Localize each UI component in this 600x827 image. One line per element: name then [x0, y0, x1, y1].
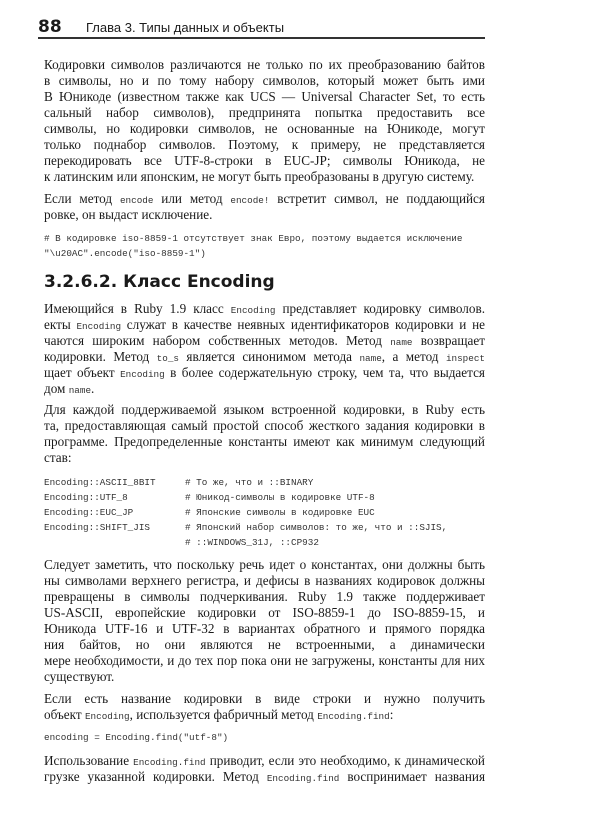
text-line: [44, 89, 485, 105]
constant-row: [44, 475, 485, 490]
text-segment: сальный набор символов), предпринята попытка предоставить все: [44, 105, 485, 120]
text-segment: Использование: [44, 753, 134, 768]
page-number: 88: [38, 17, 62, 37]
text-segment: существуют.: [44, 669, 115, 684]
code-line: "\u20AC".encode("iso-8859-1"): [44, 248, 206, 259]
inline-code: encode: [119, 195, 154, 206]
text-line: [44, 381, 485, 397]
text-line: [44, 434, 485, 450]
code-block-euro-example: [44, 231, 485, 261]
text-segment: Имеющийся в Ruby 1.9 класс: [44, 301, 231, 316]
text-line: [44, 169, 485, 185]
text-segment: грузке указанной кодировки. Метод: [44, 769, 267, 784]
text-segment: программе. Предопределенные константы имеют как минимум следующий: [44, 434, 485, 449]
text-line: [44, 317, 485, 333]
constant-row: [44, 535, 485, 550]
text-line: [44, 573, 485, 589]
text-segment: Кодировки символов различаются не только по их преобразованию байтов: [44, 57, 485, 72]
text-line: [44, 605, 485, 621]
constant-row: [44, 490, 485, 505]
text-line: [44, 418, 485, 434]
section-heading: 3.2.6.2. Класс Encoding: [44, 272, 275, 292]
text-segment: только поднабор символов. Поэтому, к примеру, не представляется: [44, 137, 485, 152]
text-line: [44, 653, 485, 669]
text-segment: ния байтов, но они являются не встроенными, а динамически: [44, 637, 485, 652]
text-segment: US-ASCII, европейские кодировки от ISO-8859-1 до ISO-8859-15, и: [44, 605, 485, 620]
text-line: [44, 191, 485, 207]
text-segment: приводит, если это необходимо, к динамической: [209, 753, 485, 768]
text-segment: кодировки. Метод: [44, 349, 157, 364]
constant-comment: # Японские символы в кодировке EUC: [185, 507, 375, 518]
inline-code: Encoding: [120, 369, 165, 380]
paragraph-encoding-find: [44, 691, 485, 723]
text-line: [44, 753, 485, 769]
inline-code: inspect: [445, 353, 485, 364]
text-line: [44, 450, 485, 466]
text-segment: став:: [44, 450, 72, 465]
text-line: [44, 557, 485, 573]
inline-code: Encoding.find: [266, 773, 340, 784]
text-line: [44, 301, 485, 317]
header-rule: [38, 37, 485, 39]
code-block-constants: [44, 475, 485, 550]
paragraph-constants-notes: [44, 557, 485, 685]
text-segment: объект: [44, 707, 85, 722]
inline-code: Encoding.find: [317, 711, 390, 722]
code-block-find-example: [44, 730, 485, 745]
text-line: [44, 105, 485, 121]
text-segment: в более содержательную строку, чем та, что выдается: [170, 365, 485, 380]
text-segment: чаются широким набором собственных методов. Метод: [44, 333, 391, 348]
text-segment: возвращает: [420, 333, 485, 348]
text-segment: ны символами верхнего регистра, и дефисы в названиях кодировок должны: [44, 573, 485, 588]
text-line: [44, 333, 485, 349]
constant-comment: # ::WINDOWS_31J, ::CP932: [185, 537, 319, 548]
paragraph-encodings-intro: [44, 57, 485, 185]
text-line: [44, 769, 485, 785]
constant-comment: # То же, что и ::BINARY: [185, 477, 314, 488]
text-segment: Если метод: [44, 191, 120, 206]
text-segment: превращены в символы подчеркивания. Ruby 1.9 также поддерживает: [44, 589, 485, 604]
constant-name: [44, 535, 185, 550]
text-segment: Если есть название кодировки в виде строки и нужно получить: [44, 691, 485, 706]
text-segment: Следует заметить, что поскольку речь идет о константах, они должны быть: [44, 557, 485, 572]
text-line: [44, 691, 485, 707]
text-segment: служат в качестве неявных идентификаторов кодировки и не: [126, 317, 485, 332]
text-line: [44, 365, 485, 381]
code-line: encoding = Encoding.find("utf-8"): [44, 732, 229, 743]
text-line: [44, 73, 485, 89]
text-line: [44, 207, 485, 223]
constant-name: Encoding::ASCII_8BIT: [44, 477, 156, 488]
inline-code: name: [390, 337, 413, 348]
text-segment: символы, но кодировки символов, не основанные на Юникоде, могут: [44, 121, 485, 136]
text-segment: представляет кодировку символов.: [282, 301, 485, 316]
constant-row: [44, 520, 485, 535]
text-segment: Для каждой поддерживаемой языком встроенной кодировки, в Ruby есть: [44, 402, 485, 417]
text-segment: встретит символ, не поддающийся: [277, 191, 485, 206]
inline-code: Encoding: [230, 305, 276, 316]
text-line: [44, 402, 485, 418]
text-segment: та, предоставляющая самый простой способ жесткого задания кодировки в: [44, 418, 485, 433]
text-segment: в символы, но и по тому набору символов, который может быть ими: [44, 73, 485, 88]
text-segment: щает объект: [44, 365, 121, 380]
text-line: [44, 637, 485, 653]
text-segment: , используется фабричный метод: [129, 707, 318, 722]
text-line: [44, 153, 485, 169]
running-header-chapter: Глава 3. Типы данных и объекты: [86, 20, 285, 35]
text-line: [44, 707, 485, 723]
constant-name: Encoding::SHIFT_JIS: [44, 522, 151, 533]
code-line: # В кодировке iso-8859-1 отсутствует знак Евро, поэтому выдается исключение: [44, 233, 463, 244]
text-segment: перекодировать все UTF-8-строки в EUC-JP; символы Юникода, не: [44, 153, 485, 168]
text-segment: мере необходимости, и до тех пор пока они не загружены, константы для них: [44, 653, 485, 668]
constant-comment: # Японский набор символов: то же, что и ::SJIS,: [185, 522, 448, 533]
text-segment: воспринимает названия: [347, 769, 485, 784]
text-segment: дом: [44, 381, 69, 396]
paragraph-constants-intro: [44, 402, 485, 466]
inline-code: name: [359, 353, 382, 364]
constant-name: Encoding::UTF_8: [44, 492, 128, 503]
text-segment: В Юникоде (известном также как UCS — Universal Character Set, то есть: [44, 89, 485, 104]
text-segment: екты: [44, 317, 77, 332]
inline-code: Encoding.find: [133, 757, 206, 768]
constant-row: [44, 505, 485, 520]
text-line: [44, 121, 485, 137]
text-line: [44, 57, 485, 73]
text-segment: Юникода UTF-16 и UTF-32 в вариантах обратного и прямого порядка: [44, 621, 485, 636]
paragraph-encode-exception: [44, 191, 485, 223]
text-line: [44, 349, 485, 365]
text-segment: или метод: [153, 191, 231, 206]
inline-code: Encoding: [84, 711, 130, 722]
inline-code: name: [68, 385, 92, 396]
text-line: [44, 669, 485, 685]
text-line: [44, 589, 485, 605]
text-segment: .: [91, 381, 95, 396]
inline-code: Encoding: [76, 321, 122, 332]
inline-code: encode!: [230, 195, 270, 206]
constant-comment: # Юникод-символы в кодировке UTF-8: [185, 492, 375, 503]
text-line: [44, 137, 485, 153]
text-segment: :: [389, 707, 394, 722]
text-segment: к латинским или японским, не могут быть преобразованы в другую систему.: [44, 169, 475, 184]
paragraph-encoding-class: [44, 301, 485, 397]
text-segment: ровке, он выдаст исключение.: [44, 207, 213, 222]
text-line: [44, 621, 485, 637]
paragraph-dynamic-loading: [44, 753, 485, 785]
constant-name: Encoding::EUC_JP: [44, 507, 134, 518]
text-segment: , а метод: [381, 349, 446, 364]
inline-code: to_s: [156, 353, 179, 364]
text-segment: является синонимом метода: [179, 349, 360, 364]
